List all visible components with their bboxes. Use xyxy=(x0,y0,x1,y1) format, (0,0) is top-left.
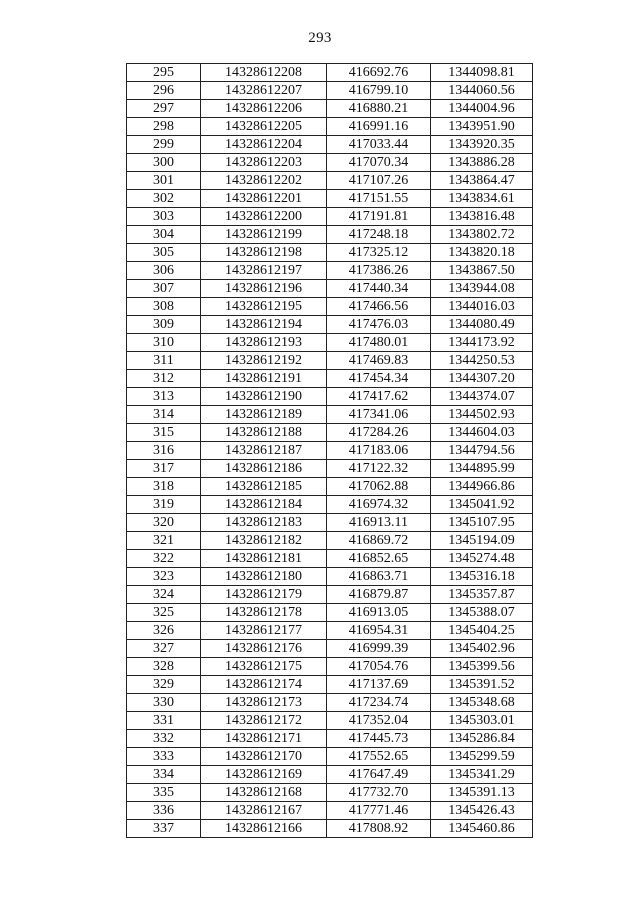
point-number-cell: 320 xyxy=(127,514,201,532)
point-id-cell: 14328612206 xyxy=(201,100,327,118)
point-id-cell: 14328612200 xyxy=(201,208,327,226)
point-id-cell: 14328612181 xyxy=(201,550,327,568)
point-id-cell: 14328612205 xyxy=(201,118,327,136)
y-coordinate-cell: 1344374.07 xyxy=(431,388,533,406)
table-row xyxy=(127,820,533,838)
point-number-cell: 316 xyxy=(127,442,201,460)
point-number-cell: 325 xyxy=(127,604,201,622)
x-coordinate-cell: 417808.92 xyxy=(327,820,431,838)
x-coordinate-cell: 417341.06 xyxy=(327,406,431,424)
point-number-cell: 307 xyxy=(127,280,201,298)
coordinates-table-body xyxy=(127,64,533,838)
y-coordinate-cell: 1345348.68 xyxy=(431,694,533,712)
x-coordinate-cell: 417054.76 xyxy=(327,658,431,676)
point-number-cell: 302 xyxy=(127,190,201,208)
coordinates-table xyxy=(126,63,533,838)
x-coordinate-cell: 417107.26 xyxy=(327,172,431,190)
table-row xyxy=(127,658,533,676)
point-number-cell: 319 xyxy=(127,496,201,514)
table-row xyxy=(127,442,533,460)
point-id-cell: 14328612171 xyxy=(201,730,327,748)
point-number-cell: 301 xyxy=(127,172,201,190)
table-row xyxy=(127,766,533,784)
point-number-cell: 327 xyxy=(127,640,201,658)
x-coordinate-cell: 417445.73 xyxy=(327,730,431,748)
x-coordinate-cell: 416974.32 xyxy=(327,496,431,514)
point-id-cell: 14328612180 xyxy=(201,568,327,586)
y-coordinate-cell: 1345391.52 xyxy=(431,676,533,694)
point-number-cell: 329 xyxy=(127,676,201,694)
y-coordinate-cell: 1344604.03 xyxy=(431,424,533,442)
x-coordinate-cell: 417151.55 xyxy=(327,190,431,208)
x-coordinate-cell: 417476.03 xyxy=(327,316,431,334)
table-row xyxy=(127,280,533,298)
point-number-cell: 308 xyxy=(127,298,201,316)
table-row xyxy=(127,118,533,136)
table-row xyxy=(127,208,533,226)
point-number-cell: 321 xyxy=(127,532,201,550)
point-id-cell: 14328612199 xyxy=(201,226,327,244)
x-coordinate-cell: 417325.12 xyxy=(327,244,431,262)
table-row xyxy=(127,82,533,100)
point-id-cell: 14328612195 xyxy=(201,298,327,316)
y-coordinate-cell: 1345391.13 xyxy=(431,784,533,802)
y-coordinate-cell: 1345460.86 xyxy=(431,820,533,838)
point-number-cell: 304 xyxy=(127,226,201,244)
y-coordinate-cell: 1344080.49 xyxy=(431,316,533,334)
table-row xyxy=(127,730,533,748)
point-number-cell: 303 xyxy=(127,208,201,226)
x-coordinate-cell: 417440.34 xyxy=(327,280,431,298)
x-coordinate-cell: 417466.56 xyxy=(327,298,431,316)
y-coordinate-cell: 1345299.59 xyxy=(431,748,533,766)
point-id-cell: 14328612183 xyxy=(201,514,327,532)
x-coordinate-cell: 417732.70 xyxy=(327,784,431,802)
y-coordinate-cell: 1344502.93 xyxy=(431,406,533,424)
point-number-cell: 331 xyxy=(127,712,201,730)
point-number-cell: 297 xyxy=(127,100,201,118)
y-coordinate-cell: 1345399.56 xyxy=(431,658,533,676)
table-row xyxy=(127,712,533,730)
y-coordinate-cell: 1344060.56 xyxy=(431,82,533,100)
table-row xyxy=(127,514,533,532)
point-id-cell: 14328612190 xyxy=(201,388,327,406)
x-coordinate-cell: 417552.65 xyxy=(327,748,431,766)
table-row xyxy=(127,352,533,370)
table-row xyxy=(127,334,533,352)
point-number-cell: 295 xyxy=(127,64,201,82)
table-row xyxy=(127,370,533,388)
x-coordinate-cell: 417234.74 xyxy=(327,694,431,712)
point-id-cell: 14328612186 xyxy=(201,460,327,478)
x-coordinate-cell: 417284.26 xyxy=(327,424,431,442)
table-row xyxy=(127,244,533,262)
y-coordinate-cell: 1343864.47 xyxy=(431,172,533,190)
x-coordinate-cell: 416869.72 xyxy=(327,532,431,550)
page-number: 293 xyxy=(308,30,332,46)
point-number-cell: 311 xyxy=(127,352,201,370)
table-row xyxy=(127,136,533,154)
x-coordinate-cell: 417248.18 xyxy=(327,226,431,244)
point-number-cell: 333 xyxy=(127,748,201,766)
y-coordinate-cell: 1345303.01 xyxy=(431,712,533,730)
y-coordinate-cell: 1345402.96 xyxy=(431,640,533,658)
point-id-cell: 14328612167 xyxy=(201,802,327,820)
table-row xyxy=(127,460,533,478)
table-row xyxy=(127,262,533,280)
x-coordinate-cell: 416879.87 xyxy=(327,586,431,604)
point-id-cell: 14328612208 xyxy=(201,64,327,82)
point-number-cell: 310 xyxy=(127,334,201,352)
point-number-cell: 328 xyxy=(127,658,201,676)
y-coordinate-cell: 1344895.99 xyxy=(431,460,533,478)
y-coordinate-cell: 1343886.28 xyxy=(431,154,533,172)
point-number-cell: 305 xyxy=(127,244,201,262)
table-row xyxy=(127,172,533,190)
point-number-cell: 318 xyxy=(127,478,201,496)
point-number-cell: 323 xyxy=(127,568,201,586)
y-coordinate-cell: 1343802.72 xyxy=(431,226,533,244)
table-row xyxy=(127,802,533,820)
y-coordinate-cell: 1345341.29 xyxy=(431,766,533,784)
y-coordinate-cell: 1343834.61 xyxy=(431,190,533,208)
x-coordinate-cell: 417183.06 xyxy=(327,442,431,460)
y-coordinate-cell: 1343867.50 xyxy=(431,262,533,280)
y-coordinate-cell: 1345388.07 xyxy=(431,604,533,622)
point-number-cell: 337 xyxy=(127,820,201,838)
table-row xyxy=(127,154,533,172)
table-row xyxy=(127,694,533,712)
table-row xyxy=(127,622,533,640)
point-id-cell: 14328612172 xyxy=(201,712,327,730)
point-number-cell: 299 xyxy=(127,136,201,154)
point-number-cell: 313 xyxy=(127,388,201,406)
x-coordinate-cell: 417033.44 xyxy=(327,136,431,154)
table-row xyxy=(127,190,533,208)
point-id-cell: 14328612182 xyxy=(201,532,327,550)
x-coordinate-cell: 417417.62 xyxy=(327,388,431,406)
point-id-cell: 14328612194 xyxy=(201,316,327,334)
x-coordinate-cell: 417137.69 xyxy=(327,676,431,694)
point-id-cell: 14328612184 xyxy=(201,496,327,514)
table-row xyxy=(127,532,533,550)
point-id-cell: 14328612189 xyxy=(201,406,327,424)
point-number-cell: 314 xyxy=(127,406,201,424)
x-coordinate-cell: 417352.04 xyxy=(327,712,431,730)
x-coordinate-cell: 417480.01 xyxy=(327,334,431,352)
y-coordinate-cell: 1344966.86 xyxy=(431,478,533,496)
point-id-cell: 14328612202 xyxy=(201,172,327,190)
table-row xyxy=(127,64,533,82)
point-id-cell: 14328612185 xyxy=(201,478,327,496)
table-row xyxy=(127,424,533,442)
point-id-cell: 14328612174 xyxy=(201,676,327,694)
table-row xyxy=(127,784,533,802)
point-number-cell: 330 xyxy=(127,694,201,712)
point-number-cell: 296 xyxy=(127,82,201,100)
y-coordinate-cell: 1345286.84 xyxy=(431,730,533,748)
point-id-cell: 14328612187 xyxy=(201,442,327,460)
table-row xyxy=(127,478,533,496)
x-coordinate-cell: 417122.32 xyxy=(327,460,431,478)
x-coordinate-cell: 416692.76 xyxy=(327,64,431,82)
y-coordinate-cell: 1344250.53 xyxy=(431,352,533,370)
table-row xyxy=(127,676,533,694)
x-coordinate-cell: 416799.10 xyxy=(327,82,431,100)
point-id-cell: 14328612207 xyxy=(201,82,327,100)
x-coordinate-cell: 416913.11 xyxy=(327,514,431,532)
point-id-cell: 14328612198 xyxy=(201,244,327,262)
point-id-cell: 14328612191 xyxy=(201,370,327,388)
y-coordinate-cell: 1345107.95 xyxy=(431,514,533,532)
y-coordinate-cell: 1343816.48 xyxy=(431,208,533,226)
y-coordinate-cell: 1344307.20 xyxy=(431,370,533,388)
point-number-cell: 315 xyxy=(127,424,201,442)
x-coordinate-cell: 416852.65 xyxy=(327,550,431,568)
point-id-cell: 14328612204 xyxy=(201,136,327,154)
table-row xyxy=(127,316,533,334)
y-coordinate-cell: 1344098.81 xyxy=(431,64,533,82)
x-coordinate-cell: 416999.39 xyxy=(327,640,431,658)
point-id-cell: 14328612203 xyxy=(201,154,327,172)
x-coordinate-cell: 416880.21 xyxy=(327,100,431,118)
x-coordinate-cell: 417647.49 xyxy=(327,766,431,784)
point-number-cell: 332 xyxy=(127,730,201,748)
y-coordinate-cell: 1345041.92 xyxy=(431,496,533,514)
table-row xyxy=(127,406,533,424)
point-id-cell: 14328612170 xyxy=(201,748,327,766)
y-coordinate-cell: 1343951.90 xyxy=(431,118,533,136)
point-number-cell: 309 xyxy=(127,316,201,334)
point-number-cell: 312 xyxy=(127,370,201,388)
x-coordinate-cell: 417070.34 xyxy=(327,154,431,172)
y-coordinate-cell: 1344004.96 xyxy=(431,100,533,118)
point-number-cell: 335 xyxy=(127,784,201,802)
x-coordinate-cell: 417469.83 xyxy=(327,352,431,370)
table-row xyxy=(127,550,533,568)
point-number-cell: 322 xyxy=(127,550,201,568)
table-row xyxy=(127,748,533,766)
point-id-cell: 14328612168 xyxy=(201,784,327,802)
point-number-cell: 298 xyxy=(127,118,201,136)
point-id-cell: 14328612192 xyxy=(201,352,327,370)
point-id-cell: 14328612169 xyxy=(201,766,327,784)
point-id-cell: 14328612176 xyxy=(201,640,327,658)
x-coordinate-cell: 416954.31 xyxy=(327,622,431,640)
y-coordinate-cell: 1345404.25 xyxy=(431,622,533,640)
point-id-cell: 14328612177 xyxy=(201,622,327,640)
x-coordinate-cell: 417386.26 xyxy=(327,262,431,280)
y-coordinate-cell: 1345426.43 xyxy=(431,802,533,820)
point-id-cell: 14328612179 xyxy=(201,586,327,604)
x-coordinate-cell: 417454.34 xyxy=(327,370,431,388)
table-row xyxy=(127,100,533,118)
point-number-cell: 300 xyxy=(127,154,201,172)
y-coordinate-cell: 1344173.92 xyxy=(431,334,533,352)
point-id-cell: 14328612166 xyxy=(201,820,327,838)
table-row xyxy=(127,496,533,514)
point-number-cell: 317 xyxy=(127,460,201,478)
table-row xyxy=(127,388,533,406)
y-coordinate-cell: 1343820.18 xyxy=(431,244,533,262)
x-coordinate-cell: 416913.05 xyxy=(327,604,431,622)
point-id-cell: 14328612175 xyxy=(201,658,327,676)
table-row xyxy=(127,568,533,586)
y-coordinate-cell: 1344794.56 xyxy=(431,442,533,460)
point-id-cell: 14328612178 xyxy=(201,604,327,622)
y-coordinate-cell: 1345194.09 xyxy=(431,532,533,550)
y-coordinate-cell: 1344016.03 xyxy=(431,298,533,316)
table-row xyxy=(127,226,533,244)
table-row xyxy=(127,298,533,316)
point-id-cell: 14328612188 xyxy=(201,424,327,442)
table-row xyxy=(127,604,533,622)
y-coordinate-cell: 1345357.87 xyxy=(431,586,533,604)
y-coordinate-cell: 1343944.08 xyxy=(431,280,533,298)
point-number-cell: 306 xyxy=(127,262,201,280)
x-coordinate-cell: 417062.88 xyxy=(327,478,431,496)
table-row xyxy=(127,640,533,658)
x-coordinate-cell: 416991.16 xyxy=(327,118,431,136)
point-id-cell: 14328612193 xyxy=(201,334,327,352)
x-coordinate-cell: 416863.71 xyxy=(327,568,431,586)
table-row xyxy=(127,586,533,604)
x-coordinate-cell: 417771.46 xyxy=(327,802,431,820)
y-coordinate-cell: 1345316.18 xyxy=(431,568,533,586)
point-number-cell: 336 xyxy=(127,802,201,820)
point-number-cell: 326 xyxy=(127,622,201,640)
point-number-cell: 334 xyxy=(127,766,201,784)
point-number-cell: 324 xyxy=(127,586,201,604)
y-coordinate-cell: 1345274.48 xyxy=(431,550,533,568)
point-id-cell: 14328612201 xyxy=(201,190,327,208)
point-id-cell: 14328612173 xyxy=(201,694,327,712)
y-coordinate-cell: 1343920.35 xyxy=(431,136,533,154)
x-coordinate-cell: 417191.81 xyxy=(327,208,431,226)
point-id-cell: 14328612197 xyxy=(201,262,327,280)
point-id-cell: 14328612196 xyxy=(201,280,327,298)
